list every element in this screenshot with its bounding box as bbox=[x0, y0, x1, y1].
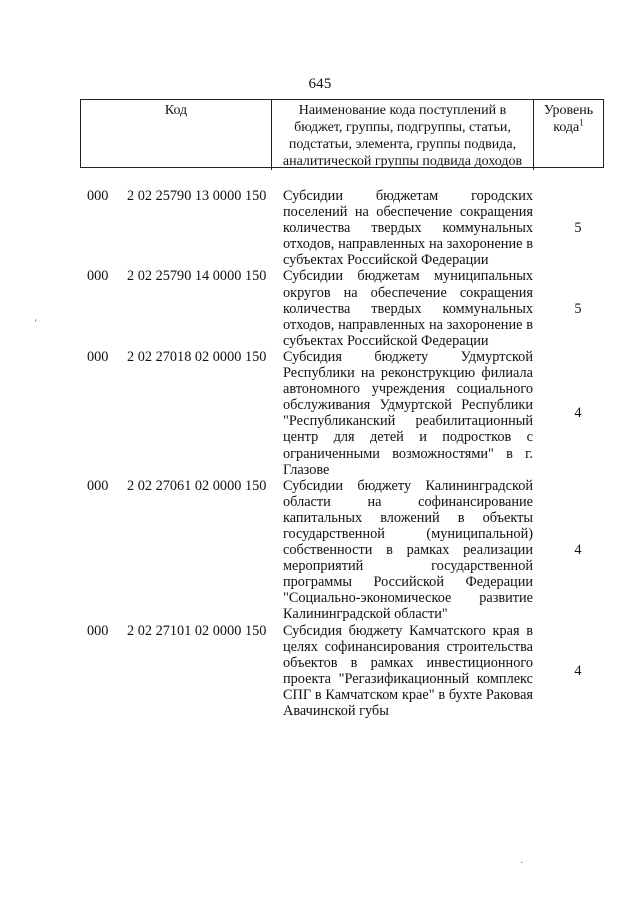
header-code: Код bbox=[81, 100, 272, 170]
code-level: 5 bbox=[574, 300, 582, 317]
admin-code: 000 bbox=[87, 268, 109, 285]
code-level: 4 bbox=[574, 542, 582, 559]
admin-code: 000 bbox=[87, 348, 109, 365]
scan-speck: · bbox=[520, 858, 524, 869]
table-row bbox=[0, 188, 640, 268]
header-level bbox=[534, 100, 603, 170]
revenue-code: 2 02 25790 14 0000 150 bbox=[127, 268, 267, 285]
revenue-name: Субсидия бюджету Удмуртской Республики на реконструкцию филиала автономного учреждения социального обслуживания Удмуртской Республики "Республиканский реабилитационный центр для детей и подростков с ограниченными возможностями" в г. Глазове bbox=[283, 348, 533, 478]
admin-code: 000 bbox=[87, 477, 109, 494]
revenue-code: 2 02 25790 13 0000 150 bbox=[127, 188, 267, 204]
revenue-code: 2 02 27018 02 0000 150 bbox=[127, 348, 267, 365]
header-name: Наименование кода поступлений в бюджет, группы, подгруппы, статьи, подстатьи, элемента, группы подвида, аналитической группы подвида доходов bbox=[272, 100, 534, 170]
page-number: 645 bbox=[308, 76, 332, 92]
scan-speck: ‘ bbox=[34, 318, 38, 329]
admin-code: 000 bbox=[87, 188, 109, 204]
table-row bbox=[0, 268, 640, 348]
revenue-name: Субсидии бюджету Калининградской области на софинансирование капитальных вложений в объекты государственной (муниципальной) собственности в рамках реализации мероприятий государственной программы Российской Федерации "Социально-экономическое развитие Калининградской области" bbox=[283, 477, 533, 623]
table-header bbox=[80, 99, 604, 168]
revenue-code: 2 02 27061 02 0000 150 bbox=[127, 477, 267, 494]
table-row bbox=[0, 478, 640, 623]
code-level: 5 bbox=[574, 220, 582, 237]
table-row bbox=[0, 623, 640, 720]
table-row bbox=[0, 349, 640, 478]
revenue-name: Субсидия бюджету Камчатского края в целях софинансирования строительства объектов в рамках инвестиционного проекта "Регазификационный комплекс СПГ в Камчатском крае" в бухте Раковая Авачинской губы bbox=[283, 622, 533, 719]
admin-code: 000 bbox=[87, 622, 109, 639]
code-level: 4 bbox=[574, 405, 582, 422]
code-level: 4 bbox=[574, 662, 582, 679]
revenue-code: 2 02 27101 02 0000 150 bbox=[127, 622, 267, 639]
table-body bbox=[0, 188, 640, 719]
header-level-label: Уровень кода bbox=[543, 103, 594, 135]
header-level-footnote: 1 bbox=[579, 117, 584, 128]
revenue-name: Субсидии бюджетам муниципальных округов на обеспечение сокращения количества твердых коммунальных отходов, направленных на захоронение в субъектах Российской Федерации bbox=[283, 268, 533, 349]
revenue-name: Субсидии бюджетам городских поселений на обеспечение сокращения количества твердых коммунальных отходов, направленных на захоронение в субъектах Российской Федерации bbox=[283, 188, 533, 269]
